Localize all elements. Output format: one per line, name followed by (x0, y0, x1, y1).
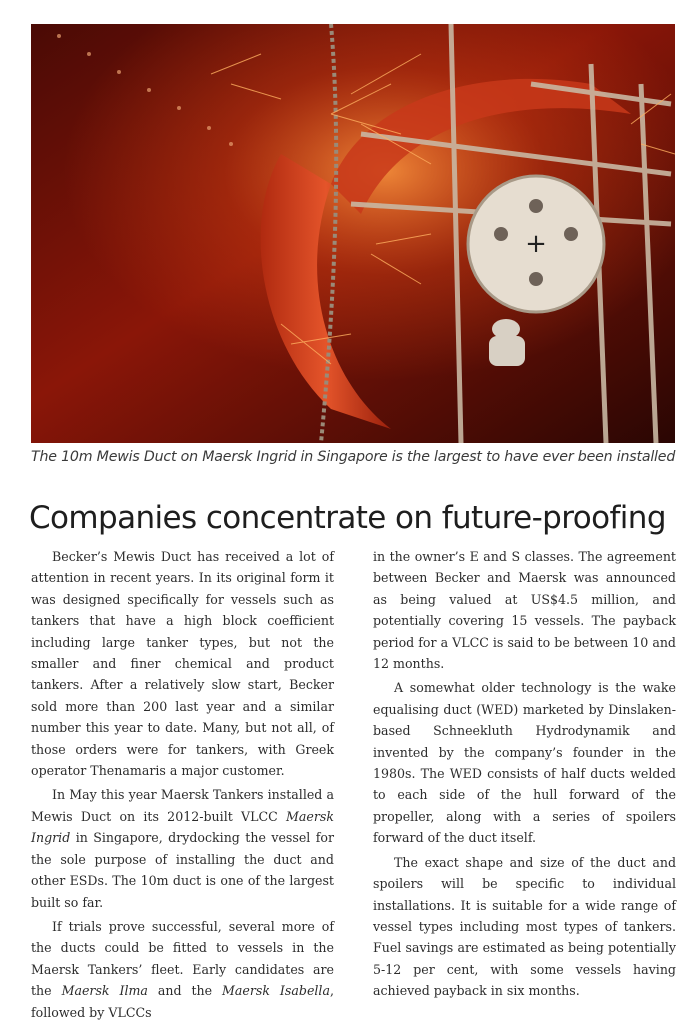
article-paragraph (31, 546, 334, 781)
paragraph-text: Becker’s Mewis Duct has received a lot of attention in recent years. In its original form it was designed specifically for vessels such as tankers that have a high block coefficient including large tanker types, but not the smaller and finer chemical and product tankers. After a relatively slow start, Becker sold more than 200 last year and a similar number this year to date. Many, but not all, of those orders were for tankers, with Greek operator Thenamaris a major customer. (31, 549, 334, 779)
vessel-name: Maersk Isabella (222, 983, 330, 999)
paragraph-text: A somewhat older technology is the wake equalising duct (WED) marketed by Dinslaken-based Schneekluth Hydrodynamik and invented by the company’s founder in the 1980s. The WED consists of half ducts welded to each side of the hull forward of the propeller, along with a series of spoilers forward of the duct itself. (373, 680, 676, 846)
article-column-left (31, 546, 334, 1023)
cross-icon: + (525, 229, 547, 259)
paragraph-text: and the (147, 983, 223, 999)
article-paragraph (373, 677, 676, 848)
article-paragraph (373, 852, 676, 1002)
photo-mewis-duct (31, 24, 675, 443)
photo-caption: The 10m Mewis Duct on Maersk Ingrid in Singapore is the largest to have ever been installed (31, 449, 676, 465)
paragraph-text: in Singapore, drydocking the vessel for the sole purpose of installing the duct and other ESDs. The 10m duct is one of the largest built so far. (31, 830, 334, 910)
paragraph-text: In May this year Maersk Tankers installed a Mewis Duct on its 2012-built VLCC (31, 787, 334, 824)
vessel-name: Maersk Ingrid (31, 808, 334, 846)
paragraph-text: in the owner’s E and S classes. The agreement between Becker and Maersk was announced as being valued at US$4.5 million, and potentially covering 15 vessels. The payback period for a VLCC is said to be between 10 and 12 months. (373, 549, 676, 672)
paragraph-text: The exact shape and size of the duct and spoilers will be specific to individual installations. It is suitable for a wide range of vessel types including most types of tankers. Fuel savings are estimated as being potentially 5-12 per cent, with some vessels having achieved payback in six months. (373, 854, 676, 999)
paragraph-text: , followed by VLCCs (31, 983, 334, 1020)
article-headline: Companies concentrate on future-proofing (29, 500, 666, 536)
article-column-right (373, 546, 676, 1002)
article-paragraph (31, 784, 334, 912)
photo-illustration (31, 24, 675, 443)
article-paragraph (31, 916, 334, 1023)
article-paragraph (373, 546, 676, 674)
paragraph-text: If trials prove successful, several more of the ducts could be fitted to vessels in the Maersk Tankers’ fleet. Early candidates are the (31, 918, 334, 999)
vessel-name: Maersk Ilma (61, 983, 148, 999)
